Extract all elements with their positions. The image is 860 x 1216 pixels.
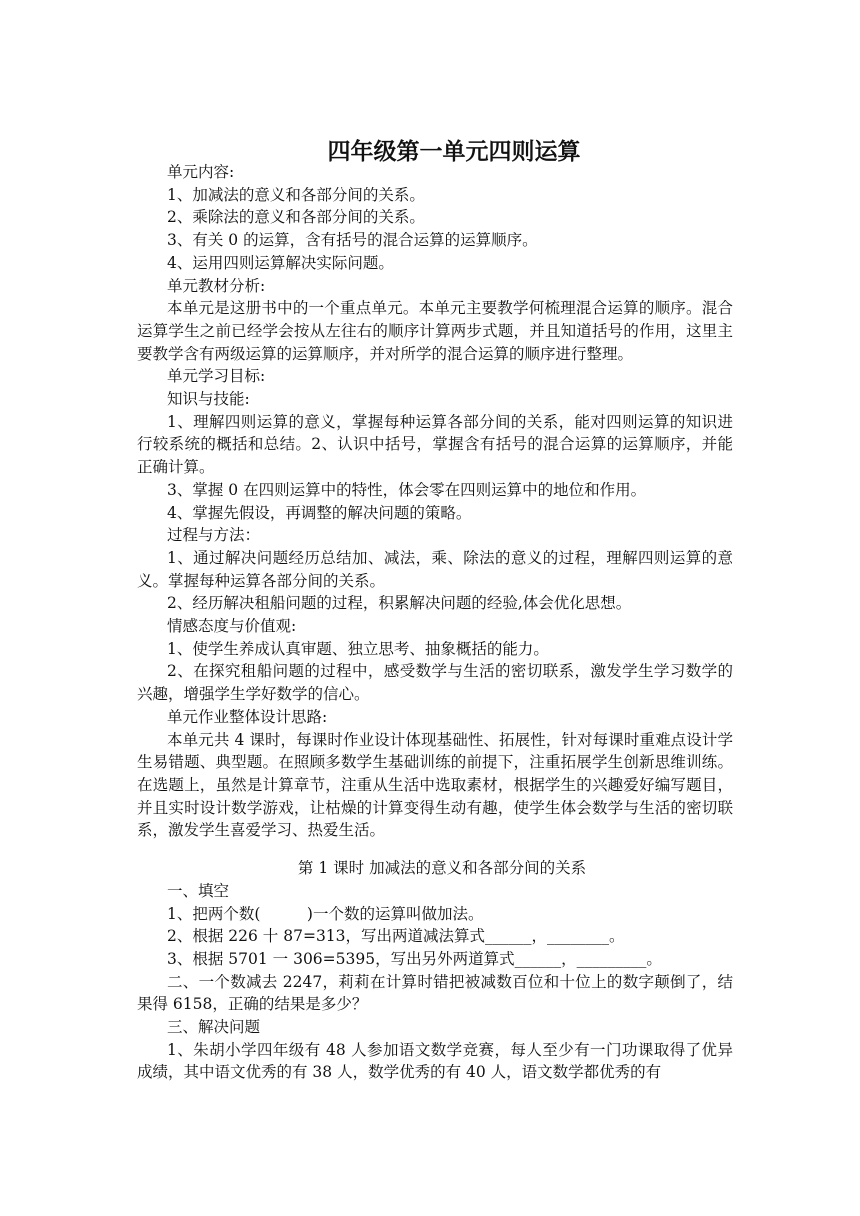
lesson-1-title: 第 1 课时 加减法的意义和各部分间的关系 bbox=[297, 859, 587, 878]
attitude-values-heading: 情感态度与价值观: bbox=[167, 617, 297, 636]
knowledge-skills-item-1: 1、理解四则运算的意义，掌握每种运算各部分间的关系，能对四则运算的知识进行较系统的概括和总结。2、认识中括号，掌握含有括号的混合运算的运算顺序，并能正确计算。 bbox=[137, 412, 733, 477]
process-method-heading: 过程与方法： bbox=[167, 526, 261, 545]
knowledge-skills-item-3: 3、掌握 0 在四则运算中的特性，体会零在四则运算中的地位和作用。 bbox=[167, 480, 647, 499]
attitude-values-item-1: 1、使学生养成认真审题、独立思考、抽象概括的能力。 bbox=[167, 639, 549, 658]
unit-content-heading: 单元内容: bbox=[167, 163, 235, 181]
attitude-values-item-2: 2、在探究租船问题的过程中，感受数学与生活的密切联系，激发学生学习数学的兴趣，增强学生学好数学的信心。 bbox=[137, 662, 733, 704]
unit-content-item-1: 1、加减法的意义和各部分间的关系。 bbox=[167, 185, 425, 204]
homework-design-paragraph: 本单元共 4 课时，每课时作业设计体现基础性、拓展性，针对每课时重难点设计学生易错题、典型题。在照顾多数学生基础训练的前提下，注重拓展学生创新思维训练。在选题上，虽然是计算章节，注重从生活中选取素材，根据学生的兴趣爱好编写题目，并且实时设计数学游戏，让枯燥的计算变得生动有趣，使学生体会数学与生活的密切联系，激发学生喜爱学习、热爱生活。 bbox=[137, 730, 733, 840]
document-title: 四年级第一单元四则运算 bbox=[327, 139, 581, 165]
document-body bbox=[137, 161, 733, 1084]
knowledge-skills-heading: 知识与技能: bbox=[167, 390, 250, 409]
solve-problem-item-1: 1、朱胡小学四年级有 48 人参加语文数学竞赛，每人至少有一门功课取得了优异成绩，其中语文优秀的有 38 人，数学优秀的有 40 人，语文数学都优秀的有 bbox=[137, 1040, 733, 1082]
fill-blank-item-2: 2、根据 226 十 87=313，写出两道减法算式______，________。 bbox=[167, 927, 625, 946]
learning-goals-heading: 单元学习目标: bbox=[167, 367, 266, 386]
fill-blank-item-1: 1、把两个数( )一个数的运算叫做加法。 bbox=[167, 904, 484, 923]
unit-content-item-4: 4、运用四则运算解决实际问题。 bbox=[167, 253, 394, 272]
section-gap bbox=[137, 842, 733, 857]
unit-content-item-3: 3、有关 0 的运算，含有括号的混合运算的运算顺序。 bbox=[167, 231, 538, 250]
material-analysis-heading: 单元教材分析: bbox=[167, 276, 266, 295]
process-method-item-1: 1、通过解决问题经历总结加、减法，乘、除法的意义的过程，理解四则运算的意义。掌握每种运算各部分间的关系。 bbox=[137, 548, 733, 590]
homework-design-heading: 单元作业整体设计思路: bbox=[167, 707, 328, 726]
question-two: 二、一个数减去 2247，莉莉在计算时错把被减数百位和十位上的数字颠倒了，结果得 6158，正确的结果是多少？ bbox=[137, 972, 733, 1014]
solve-problems-heading: 三、解决问题 bbox=[167, 1018, 261, 1037]
unit-content-item-2: 2、乘除法的意义和各部分间的关系。 bbox=[167, 208, 425, 227]
knowledge-skills-item-4: 4、掌握先假设，再调整的解决问题的策略。 bbox=[167, 503, 472, 522]
material-analysis-paragraph: 本单元是这册书中的一个重点单元。本单元主要教学何梳理混合运算的顺序。混合运算学生之前已经学会按从左往右的顺序计算两步式题，并且知道括号的作用，这里主要教学含有两级运算的运算顺序，并对所学的混合运算的顺序进行整理。 bbox=[137, 299, 733, 363]
fill-blank-item-3: 3、根据 5701 一 306=5395，写出另外两道算式______，_________。 bbox=[167, 949, 662, 968]
fill-blank-heading: 一、填空 bbox=[167, 881, 230, 900]
process-method-item-2: 2、经历解决租船问题的过程，积累解决问题的经验,体会优化思想。 bbox=[167, 594, 632, 613]
